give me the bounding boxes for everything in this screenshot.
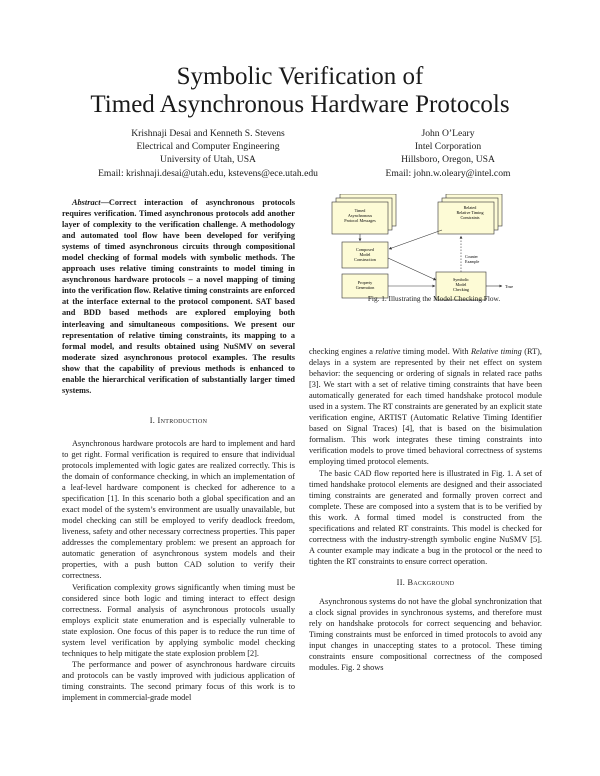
intro-paragraph-1: Asynchronous hardware protocols are hard to implement and hard to get right. Formal verification is required to ensure that individual protocols implemented with logic gates are realized correctly. This is the domain of conformance checking, in which an implementation of a leaf-level hardware component is checked for adherence to a specification [1]. In this scenario both a global specification and an exact model of the system’s environment are usually unavailable, but model checking can still be employed to verify deadlock freedom, liveness, safety and other necessary correctness properties. This paper addresses the complementary problem: we present an approach for automatic generation of asynchronous system models and their properties, with a push button CAD solution to verify their correctness.: [62, 438, 295, 581]
intro-paragraph-2: Verification complexity grows significantly when timing must be considered since both logic and timing interact to effect design correctness. Formal analysis of asynchronous protocols usually employs explicit state enumeration and is especially vulnerable to state explosion. One focus of this paper is to reduce the run time of system level verification by applying symbolic model checking techniques to help mitigate the state explosion problem [2].: [62, 582, 295, 658]
box-prop-l1: Property: [357, 280, 373, 285]
author-email: Email: krishnaji.desai@utah.edu, kstevens@ece.utah.edu: [98, 167, 318, 179]
author-org: Hillsboro, Oregon, USA: [401, 154, 495, 166]
box-sym-l2: Model: [455, 282, 467, 287]
figure-1-caption: Fig. 1. Illustrating the Model Checking Flow.: [367, 294, 501, 303]
box-timed-l1: Timed: [354, 208, 366, 213]
right-paragraph-1: checking engines a relative timing model. With Relative timing (RT), delays in a system are represented by their net effect on system behavior: the sequencing or ordering of signals in related race paths [3]. We start with a set of relative timing constraints that have been automatically generated for each timed handshake protocol module used in a system. The RT constraints are generated by an explicit state verification engine, ARTIST (Automatic Relative Timing Identifier based on Signal Traces) [4], that is based on the bisimulation formalism. This work integrates these timing constraints into verification models to prove timed behavioral correctness of systems employing timed protocol elements.: [309, 347, 542, 467]
box-composed-l1: Composed: [356, 247, 374, 252]
author-dept: Intel Corporation: [414, 141, 482, 153]
abstract: [62, 197, 295, 396]
true-label: True: [505, 284, 514, 289]
intro-heading: I. Introduction: [149, 415, 208, 425]
box-rt-l2: Relative Timing: [456, 210, 484, 215]
timed-protocols-stack: [332, 194, 396, 234]
figure-1-diagram: [314, 194, 528, 304]
intro-paragraph-3: The performance and power of asynchronous hardware circuits and protocols can be vastly improved with judicious application of timing constraints. The second primary focus of this work is to implement in commercial-grade model: [62, 659, 295, 702]
arrow-composed-to-symbolic: [388, 258, 436, 280]
author-org: University of Utah, USA: [160, 154, 256, 166]
title-line-1: Symbolic Verification of: [176, 63, 424, 90]
box-composed-l3: Construction: [354, 257, 376, 262]
arrow-rt-to-composed: [389, 230, 442, 249]
box-timed-l3: Protocol Messages: [344, 218, 376, 223]
left-column: [62, 197, 295, 703]
counter-example-l2: Example: [465, 259, 480, 264]
rt-constraints-stack: [438, 194, 502, 234]
box-timed-l2: Asynchronous: [347, 213, 373, 218]
background-paragraph-1: Asynchronous systems do not have the global synchronization that a clock signal provides in synchronous systems, and therefore must rely on handshake protocols for correct sequencing and behavior. Timing constraints must be enforced in timed protocols to avoid any input changes in unaccepting states to a protocol. These timing constraints ensure compositional correctness of the composed modules. Fig. 2 shows: [309, 596, 542, 673]
author-block-1: [78, 127, 338, 180]
box-rt-l3: Constraints: [460, 215, 480, 220]
author-block-2: [358, 127, 538, 180]
box-composed-l2: Model: [359, 252, 371, 257]
author-names: Krishnaji Desai and Kenneth S. Stevens: [131, 128, 285, 139]
right-column: [309, 346, 542, 673]
background-heading: II. Background: [396, 577, 455, 587]
box-rt-l1: Related: [463, 205, 477, 210]
counter-example-l1: Counter: [465, 254, 478, 259]
box-prop-l2: Generation: [355, 285, 375, 290]
author-email: Email: john.w.oleary@intel.com: [385, 167, 511, 179]
abstract-label: Abstract: [72, 198, 101, 207]
box-sym-l3: Checking: [452, 287, 470, 292]
author-names: John O’Leary: [421, 128, 475, 139]
title-line-2: Timed Asynchronous Hardware Protocols: [90, 91, 510, 118]
author-dept: Electrical and Computer Engineering: [136, 141, 280, 153]
right-paragraph-2: The basic CAD flow reported here is illustrated in Fig. 1. A set of timed handshake protocol elements are designed and their associated timing constraints are generated and formally proven correct and complete. These are composed into a system that is to be verified by this work. A formal timed model is constructed from the specifications and related RT constraints. This model is checked for correctness with the industry-strength symbolic engine NuSMV [5]. A counter example may indicate a bug in the protocol or the need to tighten the RT constraints to ensure correct operation.: [309, 468, 542, 566]
box-sym-l1: Symbolic: [452, 277, 470, 282]
abstract-text: —Correct interaction of asynchronous protocols requires verification. Timed asynchronous protocols add another layer of complexity to the verification challenge. A methodology and automated tool flow have been developed for verifying systems of timed asynchronous circuits through compositional model checking of formal models with symbolic methods. The approach uses relative timing constraints to model timing in asynchronous hardware protocols – a novel mapping of timing into the verification flow. Relative timing constraints are enforced at the interface external to the protocol component. SAT based and BDD based methods are explored employing both interleaving and simultaneous compositions. We present our representation of relative timing constraints, its mapping to a formal model, and results obtained using NuSMV on several moderate sized asynchronous protocol examples. The results show that the capability of previous methods is enhanced to enable the hierarchical verification of substantially larger timed systems.: [62, 198, 295, 395]
